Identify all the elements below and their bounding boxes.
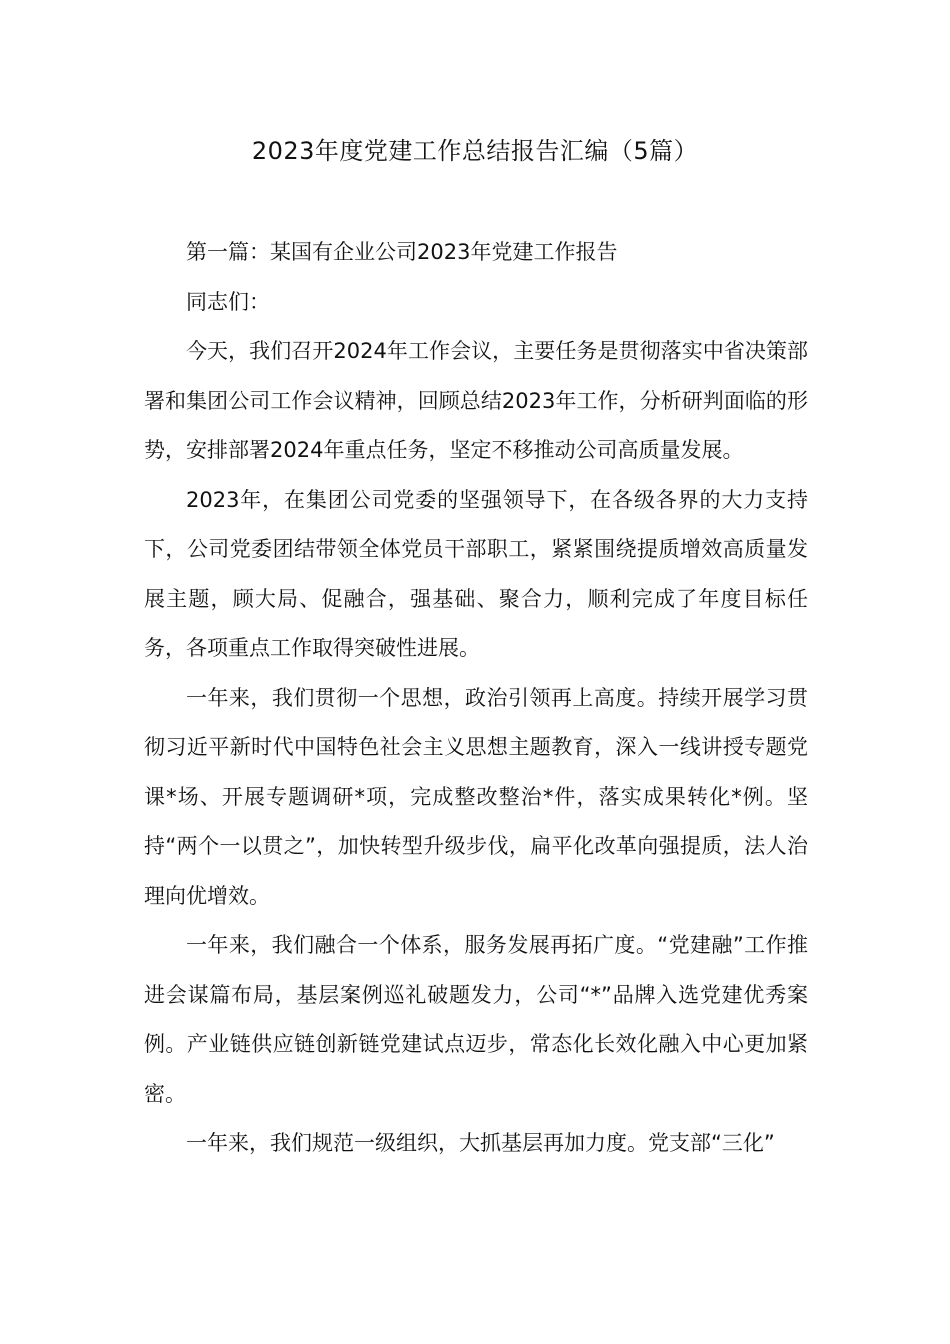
paragraph: 一年来，我们贯彻一个思想，政治引领再上高度。持续开展学习贯彻习近平新时代中国特色社会主义思想主题教育，深入一线讲授专题党课*场、开展专题调研*项，完成整改整治*件，落实成果转化*例。坚持“两个一以贯之”，加快转型升级步伐，扁平化改革向强提质，法人治理向优增效。 [144, 685, 808, 908]
paragraph: 一年来，我们融合一个体系，服务发展再拓广度。“党建融”工作推进会谋篇布局，基层案例巡礼破题发力，公司“*”品牌入选党建优秀案例。产业链供应链创新链党建试点迈步，常态化长效化融入中心更加紧密。 [144, 933, 808, 1106]
paragraph: 一年来，我们规范一级组织，大抓基层再加力度。党支部“三化” [186, 1131, 775, 1155]
salutation: 同志们： [186, 289, 270, 314]
paragraph: 今天，我们召开2024年工作会议，主要任务是贯彻落实中省决策部署和集团公司工作会议精神，回顾总结2023年工作，分析研判面临的形势，安排部署2024年重点任务，坚定不移推动公司高质量发展。 [144, 339, 808, 462]
document-body [144, 228, 808, 1169]
document-title: 2023年度党建工作总结报告汇编（5篇） [251, 137, 699, 165]
section-heading: 第一篇：某国有企业公司2023年党建工作报告 [186, 240, 618, 264]
paragraph: 2023年，在集团公司党委的坚强领导下，在各级各界的大力支持下，公司党委团结带领全体党员干部职工，紧紧围绕提质增效高质量发展主题，顾大局、促融合，强基础、聚合力，顺利完成了年度目标任务，各项重点工作取得突破性进展。 [144, 487, 808, 660]
